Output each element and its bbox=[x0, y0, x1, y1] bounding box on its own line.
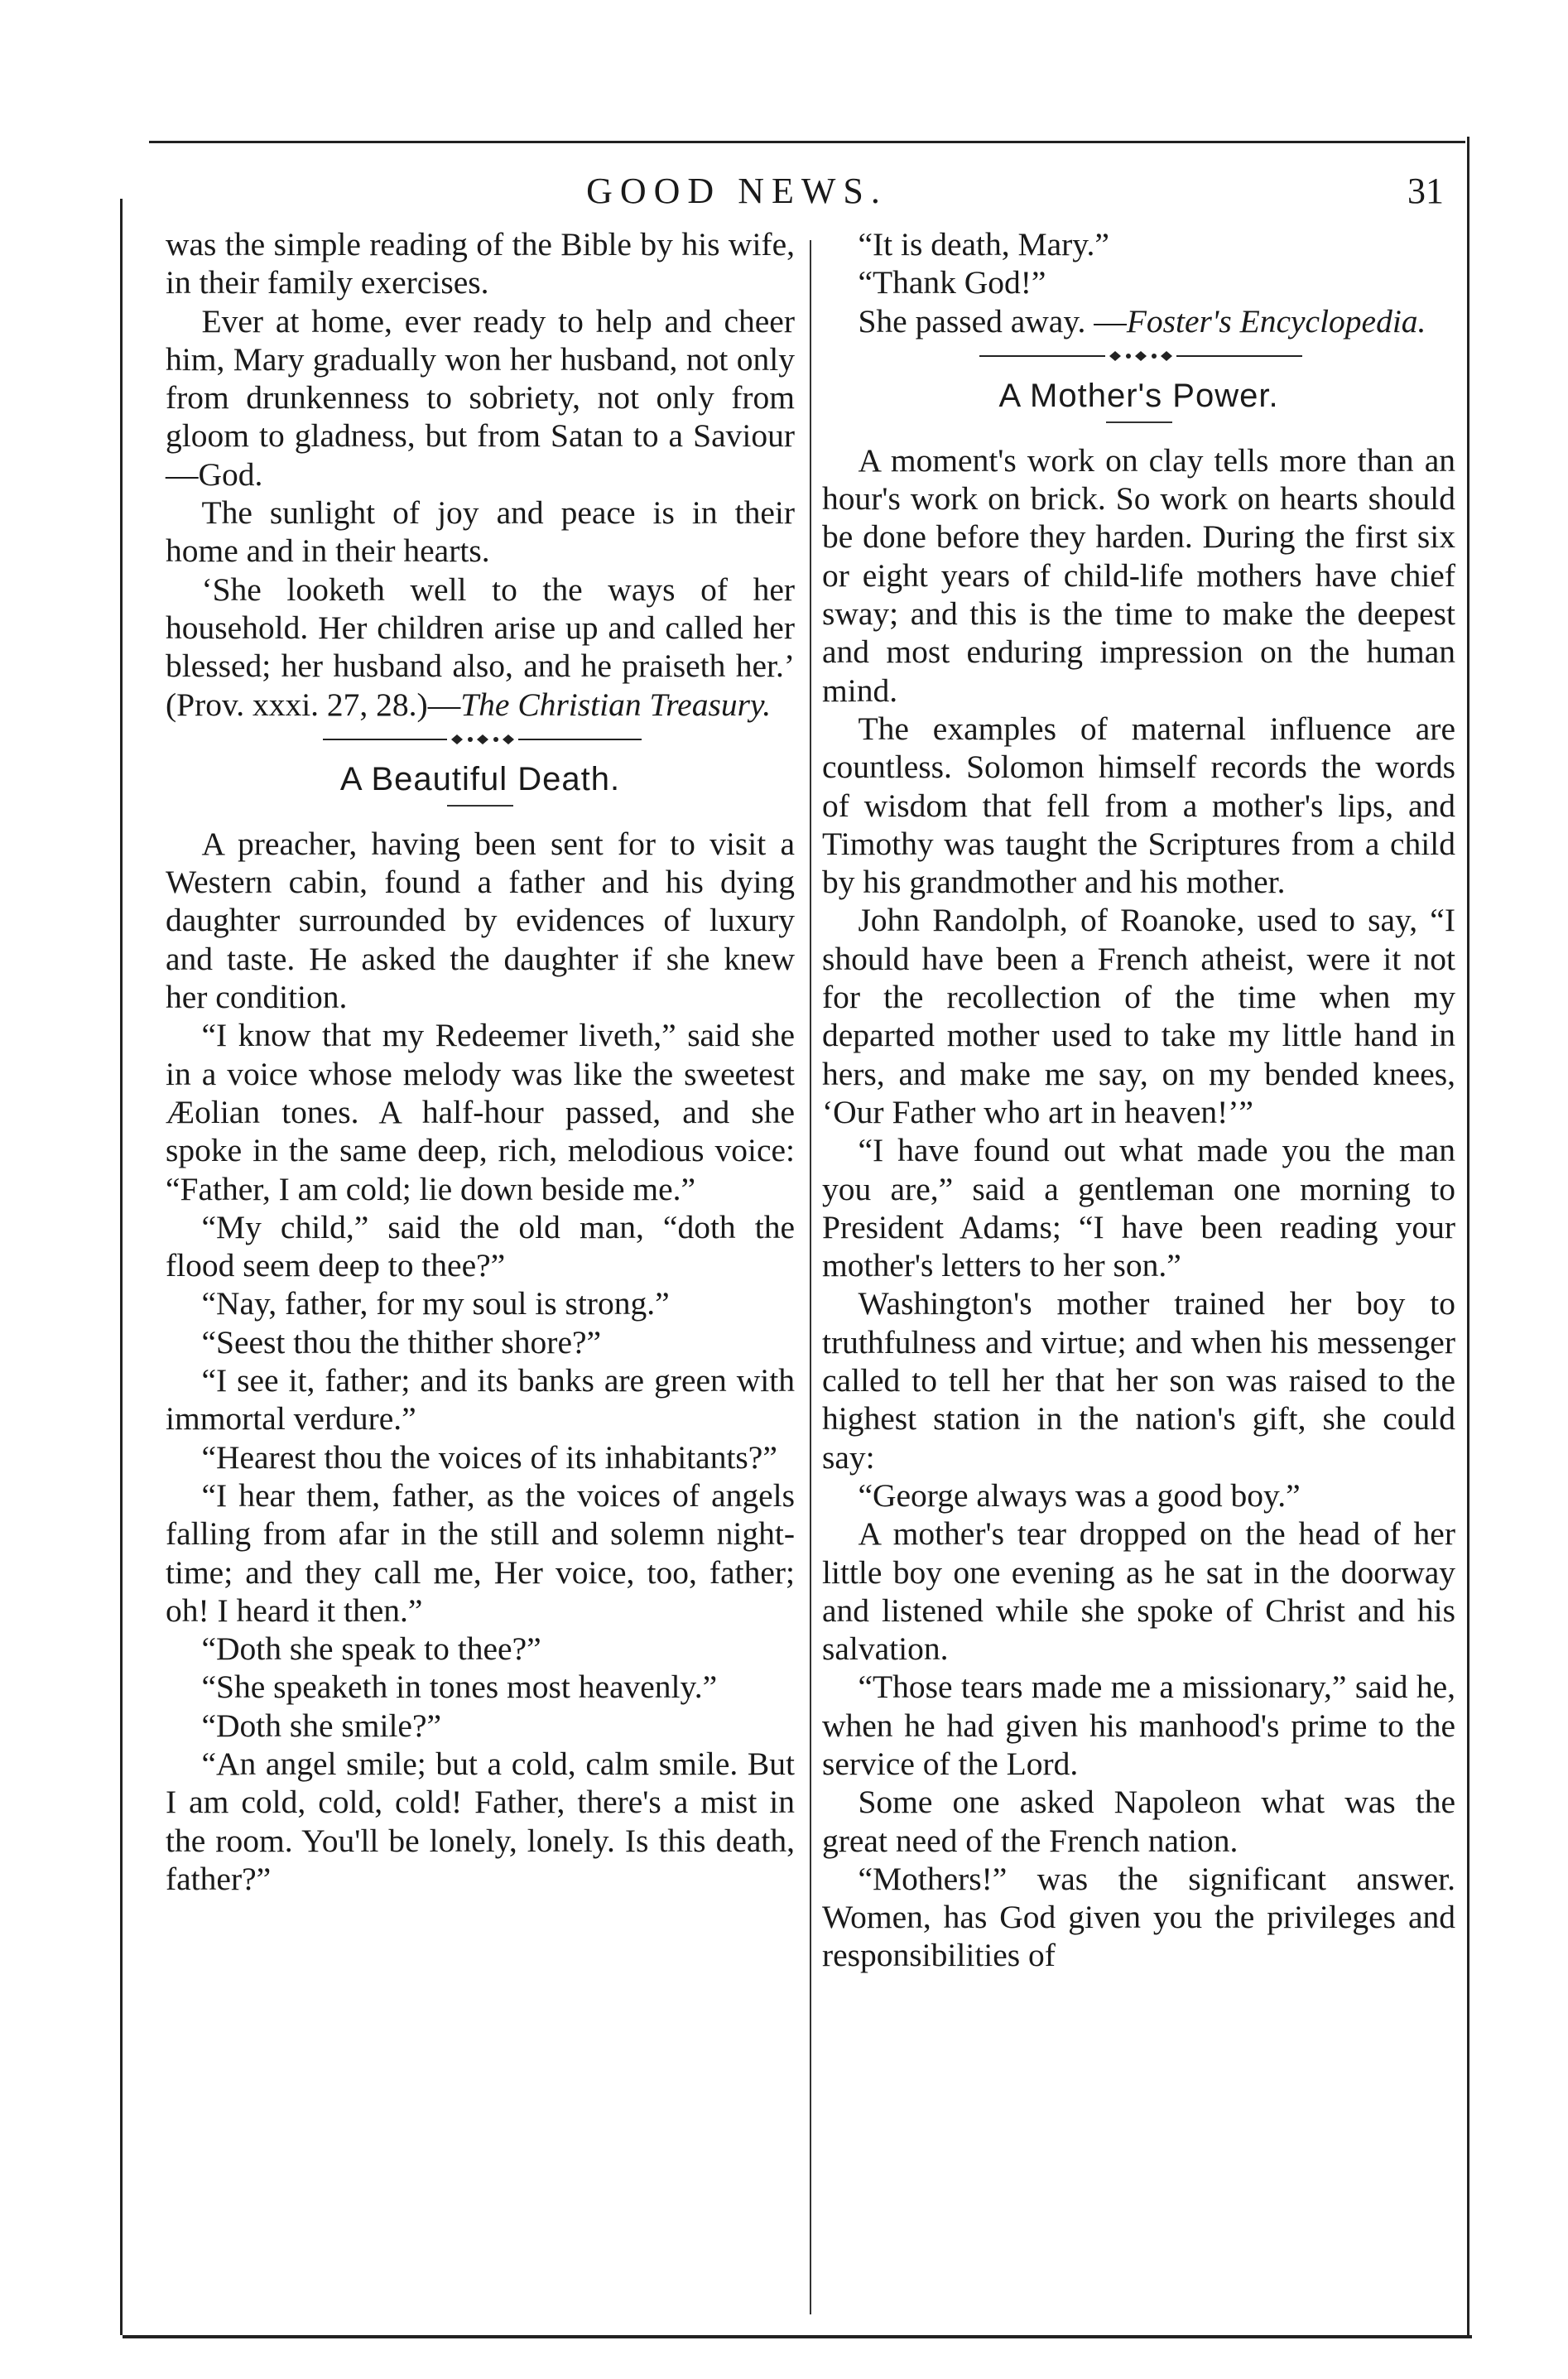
title-underline bbox=[1106, 421, 1172, 423]
paragraph: “Doth she smile?” bbox=[201, 1707, 442, 1744]
page-number: 31 bbox=[1407, 171, 1444, 211]
right-column bbox=[822, 225, 1455, 1975]
article-title: A Beautiful Death. bbox=[339, 760, 621, 797]
paragraph: “My child,” said the old man, “doth the flood seem deep to thee?” bbox=[166, 1208, 795, 1284]
masthead-title: GOOD NEWS. bbox=[586, 171, 887, 211]
paragraph: was the simple reading of the Bible by his wife, in their family exercises. bbox=[166, 226, 795, 301]
paragraph: “I see it, father; and its banks are green with immortal verdure.” bbox=[166, 1362, 795, 1438]
paragraph: “It is death, Mary.” bbox=[858, 226, 1109, 262]
article-title: A Mother's Power. bbox=[998, 377, 1279, 414]
paragraph: “Nay, father, for my soul is strong.” bbox=[201, 1285, 670, 1322]
paragraph: “I hear them, father, as the voices of angels falling from afar in the still and solemn night-time; and they call me, Her voice, too, father; oh! I heard it then.” bbox=[166, 1476, 795, 1629]
ornament-divider bbox=[166, 730, 795, 749]
paragraph: A preacher, having been sent for to visit a Western cabin, found a father and his dying daughter surrounded by evidences of luxury and taste. He asked the daughter if she knew her condition. bbox=[166, 825, 795, 1016]
paragraph-text: ‘She looketh well to the ways of her household. Her children arise up and called her blessed; her husband also, and he praiseth her.’ (Prov. xxxi. 27, 28.)— bbox=[166, 571, 795, 723]
paragraph: A moment's work on clay tells more than an hour's work on brick. So work on hearts should be done before they harden. During the first six or eight years of child-life mothers have chief sway; and this is the time to make the deepest and most enduring impression on the human mind. bbox=[822, 441, 1455, 709]
paragraph: “Mothers!” was the significant answer. Women, has God given you the privileges and responsibilities of bbox=[822, 1860, 1455, 1974]
paragraph: “Seest thou the thither shore?” bbox=[201, 1323, 602, 1360]
paragraph: “I know that my Redeemer liveth,” said she in a voice whose melody was like the sweetest Æolian tones. A half-hour passed, and she spoke in the same deep, rich, melodious voice: “Father, I am cold; lie down beside me.” bbox=[166, 1017, 795, 1207]
paragraph: “Doth she speak to thee?” bbox=[201, 1630, 541, 1668]
paragraph: Ever at home, ever ready to help and cheer him, Mary gradually won her husband, not only from drunkenness to sobriety, not only from gloom to gladness, but from Satan to a Saviour—God. bbox=[166, 302, 795, 493]
paragraph: “Hearest thou the voices of its inhabitants?” bbox=[201, 1438, 777, 1476]
bottom-border-rule bbox=[123, 2335, 1472, 2338]
paragraph: “Those tears made me a missionary,” said he, when he had given his manhood's prime to the service of the Lord. bbox=[822, 1669, 1455, 1782]
left-border-rule bbox=[120, 199, 123, 2335]
left-column bbox=[166, 225, 795, 1898]
title-underline bbox=[447, 805, 513, 807]
paragraph: “She speaketh in tones most heavenly.” bbox=[201, 1669, 718, 1706]
paragraph: “An angel smile; but a cold, calm smile. But I am cold, cold, cold! Father, there's a mist in the room. You'll be lonely, lonely. Is this death, father?” bbox=[166, 1745, 795, 1897]
paragraph: The sunlight of joy and peace is in their home and in their hearts. bbox=[166, 494, 795, 570]
paragraph: Washington's mother trained her boy to truthfulness and virtue; and when his messenger called to tell her that her son was raised to the highest station in the nation's gift, she could say: bbox=[822, 1285, 1455, 1476]
right-border-rule bbox=[1467, 137, 1469, 2338]
paragraph: A mother's tear dropped on the head of her little boy one evening as he sat in the doorway and listened while she spoke of Christ and his salvation. bbox=[822, 1515, 1455, 1668]
paragraph: Some one asked Napoleon what was the great need of the French nation. bbox=[822, 1784, 1455, 1859]
paragraph-text: She passed away. — bbox=[858, 302, 1127, 340]
source-citation: Foster's Encyclopedia. bbox=[1126, 302, 1426, 340]
paragraph: “I have found out what made you the man you are,” said a gentleman one morning to President Adams; “I have been reading your mother's letters to her son.” bbox=[822, 1132, 1455, 1284]
source-citation: The Christian Treasury. bbox=[460, 686, 772, 723]
paragraph bbox=[166, 571, 795, 724]
paragraph: John Randolph, of Roanoke, used to say, “I should have been a French atheist, were it not for the recollection of the time when my departed mother used to take my little hand in hers, and make me say, on my bended knees, ‘Our Father who art in heaven!’” bbox=[822, 902, 1455, 1130]
paragraph: The examples of maternal influence are countless. Solomon himself records the words of wisdom that fell from a mother's lips, and Timothy was taught the Scriptures from a child by his grandmother and his mother. bbox=[822, 710, 1455, 901]
column-divider bbox=[810, 240, 811, 2314]
ornament-divider bbox=[822, 347, 1455, 365]
paragraph: “Thank God!” bbox=[858, 264, 1046, 301]
paragraph: “George always was a good boy.” bbox=[858, 1476, 1301, 1514]
paragraph bbox=[822, 302, 1455, 340]
top-border-rule bbox=[149, 141, 1465, 143]
